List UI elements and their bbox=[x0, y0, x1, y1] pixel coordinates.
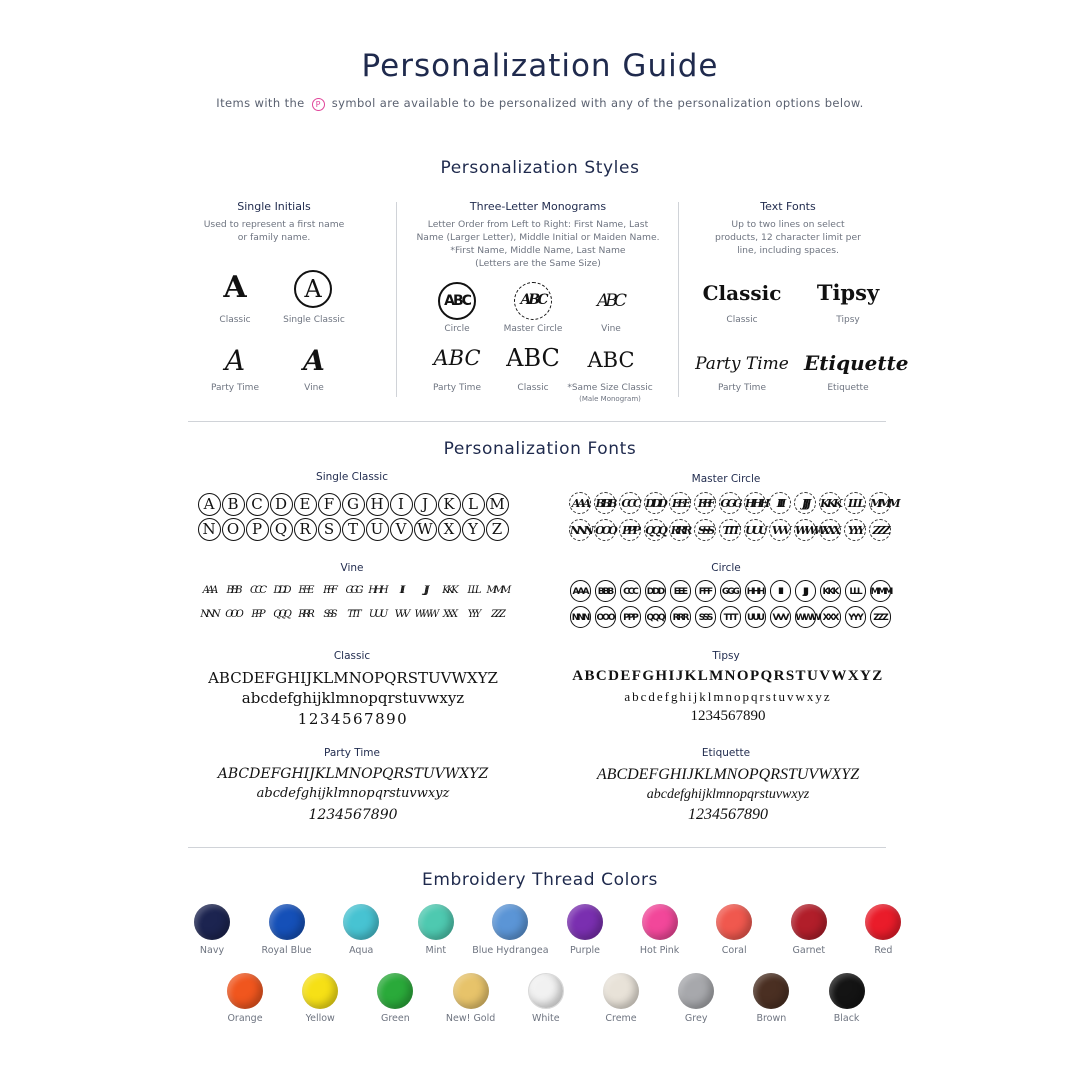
master-circle-letter: EEE bbox=[669, 492, 691, 514]
circle-letter: UUU bbox=[745, 606, 766, 628]
thread-swatch-red bbox=[865, 904, 901, 940]
vine-letter: CCC bbox=[250, 585, 264, 596]
style-caption: Master Circle bbox=[503, 324, 563, 334]
classic-text-glyph: Classic bbox=[702, 281, 782, 305]
thread-label: Royal Blue bbox=[261, 945, 312, 956]
master-circle-letter: OOO bbox=[594, 519, 616, 541]
desc-line: Used to represent a first name bbox=[203, 219, 345, 230]
etiquette-uppercase: ABCDEFGHIJKLMNOPQRSTUVWXYZ bbox=[596, 766, 860, 783]
thread-label: Black bbox=[833, 1013, 860, 1024]
divider-vertical bbox=[396, 202, 397, 397]
classic-lowercase: abcdefghijklmnopqrstuvwxyz bbox=[241, 689, 465, 707]
vine-letter: UUU bbox=[368, 609, 386, 620]
circle-letter: ZZZ bbox=[870, 606, 891, 628]
master-circle-monogram-glyph: ABC bbox=[514, 282, 552, 320]
thread-label: Navy bbox=[199, 945, 225, 956]
vine-monogram-glyph: ABC bbox=[596, 291, 624, 311]
master-circle-letter: LLL bbox=[844, 492, 866, 514]
vine-letter: VVV bbox=[394, 609, 408, 620]
single-classic-letter: B bbox=[222, 493, 245, 516]
single-classic-letter: O bbox=[222, 518, 245, 541]
thread-label: Grey bbox=[684, 1013, 708, 1024]
circle-letter: WWW bbox=[795, 606, 816, 628]
circle-letter: MMM bbox=[870, 580, 891, 602]
circle-letter: III bbox=[770, 580, 791, 602]
single-classic-letter: P bbox=[246, 518, 269, 541]
circle-sample bbox=[560, 580, 900, 628]
party-time-monogram-glyph: ABC bbox=[433, 346, 481, 370]
circle-letter: NNN bbox=[570, 606, 591, 628]
thread-label: White bbox=[531, 1013, 560, 1024]
classic-uppercase: ABCDEFGHIJKLMNOPQRSTUVWXYZ bbox=[208, 669, 498, 687]
thread-label: Mint bbox=[425, 945, 447, 956]
single-classic-letter: D bbox=[270, 493, 293, 516]
tipsy-text-glyph: Tipsy bbox=[816, 280, 880, 305]
thread-label: Yellow bbox=[305, 1013, 335, 1024]
vine-letter: LLL bbox=[467, 585, 479, 596]
master-circle-sample bbox=[560, 492, 900, 541]
desc-line: or family name. bbox=[237, 232, 311, 243]
single-classic-letter: K bbox=[438, 493, 461, 516]
font-name-circle: Circle bbox=[711, 562, 741, 574]
threads-heading: Embroidery Thread Colors bbox=[421, 870, 659, 890]
font-name-tipsy: Tipsy bbox=[712, 650, 740, 662]
single-classic-letter: V bbox=[390, 518, 413, 541]
thread-label: Hot Pink bbox=[639, 945, 680, 956]
single-classic-letter: F bbox=[318, 493, 341, 516]
single-classic-letter: A bbox=[198, 493, 221, 516]
thread-label: Garnet bbox=[792, 945, 826, 956]
desc-line: (Letters are the Same Size) bbox=[475, 258, 601, 269]
single-classic-letter: M bbox=[486, 493, 509, 516]
master-circle-letter: XXX bbox=[819, 519, 841, 541]
thread-swatch-creme bbox=[603, 973, 639, 1009]
circle-letter: BBB bbox=[595, 580, 616, 602]
thread-swatch-white bbox=[528, 973, 564, 1009]
single-classic-letter: W bbox=[414, 518, 437, 541]
circle-letter: JJJ bbox=[795, 580, 816, 602]
circle-letter: PPP bbox=[620, 606, 641, 628]
circle-letter: HHH bbox=[745, 580, 766, 602]
personalize-p-icon: P bbox=[312, 98, 325, 111]
thread-label: Purple bbox=[569, 945, 600, 956]
master-circle-letter: KKK bbox=[819, 492, 841, 514]
circle-letter: OOO bbox=[595, 606, 616, 628]
single-classic-letter: Q bbox=[270, 518, 293, 541]
single-classic-letter: S bbox=[318, 518, 341, 541]
thread-swatch-grey bbox=[678, 973, 714, 1009]
vine-letter: FFF bbox=[323, 585, 335, 596]
thread-label: Blue Hydrangea bbox=[472, 945, 549, 956]
sample-row bbox=[560, 492, 900, 514]
circle-letter: FFF bbox=[695, 580, 716, 602]
master-circle-letter: VVV bbox=[769, 519, 791, 541]
style-caption: Etiquette bbox=[827, 383, 869, 393]
vine-letter: SSS bbox=[323, 609, 335, 620]
vine-letter: WWW bbox=[414, 609, 437, 620]
desc-line: Letter Order from Left to Right: First Name, Last bbox=[427, 219, 649, 230]
section-divider bbox=[188, 421, 886, 422]
single-classic-letter: H bbox=[366, 493, 389, 516]
thread-swatch-yellow bbox=[302, 973, 338, 1009]
single-classic-letter: Y bbox=[462, 518, 485, 541]
single-initials-title: Single Initials bbox=[237, 200, 311, 213]
vine-glyph: A bbox=[303, 344, 325, 377]
sample-row bbox=[186, 581, 520, 601]
desc-line: line, including spaces. bbox=[737, 245, 839, 256]
etiquette-lowercase: abcdefghijklmnopqrstuvwxyz bbox=[646, 787, 810, 802]
master-circle-letter: BBB bbox=[594, 492, 616, 514]
style-caption: Tipsy bbox=[836, 315, 860, 325]
sample-row bbox=[190, 493, 516, 516]
fonts-heading: Personalization Fonts bbox=[443, 439, 637, 459]
classic-monogram-glyph: ABC bbox=[506, 344, 560, 372]
classic-digits: 1234567890 bbox=[297, 710, 409, 728]
circle-letter: CCC bbox=[620, 580, 641, 602]
thread-label: Red bbox=[874, 945, 893, 956]
vine-letter: RRR bbox=[298, 609, 312, 620]
master-circle-letter: AAA bbox=[569, 492, 591, 514]
vine-letter: JJJ bbox=[423, 585, 427, 596]
vine-letter: OOO bbox=[225, 609, 241, 620]
tipsy-lowercase: abcdefghijklmnopqrstuvwxyz bbox=[624, 689, 832, 704]
thread-swatch-hot-pink bbox=[642, 904, 678, 940]
subtitle-before: Items with the bbox=[216, 96, 305, 110]
styles-heading: Personalization Styles bbox=[440, 158, 640, 178]
master-circle-letter: CCC bbox=[619, 492, 641, 514]
circle-letter: KKK bbox=[820, 580, 841, 602]
single-classic-letter: G bbox=[342, 493, 365, 516]
vine-letter: ZZZ bbox=[491, 609, 503, 620]
party-time-text-glyph: Party Time bbox=[695, 354, 789, 374]
vine-letter: KKK bbox=[442, 585, 456, 596]
thread-swatch-royal-blue bbox=[269, 904, 305, 940]
vine-letter: III bbox=[399, 585, 403, 596]
thread-swatch-coral bbox=[716, 904, 752, 940]
circle-letter: LLL bbox=[845, 580, 866, 602]
page-title: Personalization Guide bbox=[361, 48, 719, 84]
circle-monogram-glyph: ABC bbox=[438, 282, 476, 320]
single-classic-glyph: A bbox=[223, 270, 247, 305]
circle-letter: TTT bbox=[720, 606, 741, 628]
text-fonts-desc bbox=[700, 218, 876, 257]
master-circle-letter: DDD bbox=[644, 492, 666, 514]
thread-swatch-mint bbox=[418, 904, 454, 940]
single-classic-letter: T bbox=[342, 518, 365, 541]
single-classic-letter: L bbox=[462, 493, 485, 516]
single-classic-letter: Z bbox=[486, 518, 509, 541]
style-caption: Classic bbox=[726, 315, 758, 325]
master-circle-letter: PPP bbox=[619, 519, 641, 541]
master-circle-letter: NNN bbox=[569, 519, 591, 541]
single-initials-desc bbox=[194, 218, 354, 244]
vine-sample bbox=[186, 581, 520, 625]
font-name-party-time: Party Time bbox=[324, 747, 380, 759]
single-classic-letter: I bbox=[390, 493, 413, 516]
tipsy-digits: 1234567890 bbox=[690, 708, 766, 724]
sample-row bbox=[186, 605, 520, 625]
party-time-lowercase: abcdefghijklmnopqrstuvwxyz bbox=[256, 786, 450, 801]
circle-letter: XXX bbox=[820, 606, 841, 628]
style-caption: Single Classic bbox=[283, 315, 345, 325]
style-caption: Classic bbox=[219, 315, 251, 325]
circle-letter: RRR bbox=[670, 606, 691, 628]
thread-swatch-blue-hydrangea bbox=[492, 904, 528, 940]
single-classic-letter: J bbox=[414, 493, 437, 516]
vine-letter: EEE bbox=[298, 585, 312, 596]
thread-label: Green bbox=[381, 1013, 410, 1024]
style-caption: Vine bbox=[304, 383, 324, 393]
thread-swatch-purple bbox=[567, 904, 603, 940]
text-fonts-title: Text Fonts bbox=[760, 200, 816, 213]
thread-label: Coral bbox=[721, 945, 747, 956]
etiquette-digits: 1234567890 bbox=[688, 806, 768, 823]
master-circle-letter: JJJ bbox=[794, 492, 816, 514]
vine-letter: HHH bbox=[368, 585, 386, 596]
master-circle-letter: YYY bbox=[844, 519, 866, 541]
thread-label: Aqua bbox=[349, 945, 374, 956]
font-name-vine: Vine bbox=[340, 562, 364, 574]
style-subcaption: (Male Monogram) bbox=[579, 395, 641, 403]
single-classic-letter: U bbox=[366, 518, 389, 541]
master-circle-letter: III bbox=[769, 492, 791, 514]
circle-letter: DDD bbox=[645, 580, 666, 602]
font-name-etiquette: Etiquette bbox=[701, 747, 751, 759]
font-name-classic: Classic bbox=[333, 650, 371, 662]
vine-letter: TTT bbox=[347, 609, 359, 620]
vine-letter: QQQ bbox=[273, 609, 289, 620]
thread-swatch-green bbox=[377, 973, 413, 1009]
style-caption: Vine bbox=[601, 324, 621, 334]
style-caption: Party Time bbox=[211, 383, 259, 393]
master-circle-letter: UUU bbox=[744, 519, 766, 541]
party-time-glyph: A bbox=[224, 344, 246, 377]
party-time-digits: 1234567890 bbox=[308, 807, 398, 823]
section-divider bbox=[188, 847, 886, 848]
single-classic-circle-glyph: A bbox=[294, 270, 332, 308]
sample-row bbox=[560, 580, 900, 602]
thread-swatch-navy bbox=[194, 904, 230, 940]
master-circle-letter: FFF bbox=[694, 492, 716, 514]
divider-vertical bbox=[678, 202, 679, 397]
sample-row bbox=[560, 519, 900, 541]
single-classic-letter: R bbox=[294, 518, 317, 541]
thread-label: Brown bbox=[756, 1013, 787, 1024]
master-circle-letter: ZZZ bbox=[869, 519, 891, 541]
circle-letter: SSS bbox=[695, 606, 716, 628]
desc-line: *First Name, Middle Name, Last Name bbox=[450, 245, 626, 256]
circle-letter: YYY bbox=[845, 606, 866, 628]
three-letter-title: Three-Letter Monograms bbox=[469, 200, 607, 213]
style-caption: Classic bbox=[517, 383, 549, 393]
master-circle-letter: WWW bbox=[794, 519, 816, 541]
vine-letter: GGG bbox=[345, 585, 361, 596]
thread-label: Orange bbox=[227, 1013, 263, 1024]
vine-letter: NNN bbox=[200, 609, 218, 620]
single-classic-letter: N bbox=[198, 518, 221, 541]
style-caption: *Same Size Classic bbox=[567, 383, 653, 393]
thread-swatch-new-gold bbox=[453, 973, 489, 1009]
master-circle-letter: SSS bbox=[694, 519, 716, 541]
style-caption: Party Time bbox=[718, 383, 766, 393]
circle-letter: GGG bbox=[720, 580, 741, 602]
font-name-master-circle: Master Circle bbox=[691, 473, 761, 485]
style-caption: Party Time bbox=[433, 383, 481, 393]
font-name-single-classic: Single Classic bbox=[316, 471, 388, 483]
master-circle-letter: RRR bbox=[669, 519, 691, 541]
thread-swatch-brown bbox=[753, 973, 789, 1009]
vine-letter: MMM bbox=[486, 585, 509, 596]
three-letter-desc bbox=[405, 218, 671, 270]
circle-letter: AAA bbox=[570, 580, 591, 602]
same-size-classic-glyph: ABC bbox=[587, 348, 635, 372]
single-classic-letter: X bbox=[438, 518, 461, 541]
thread-swatch-aqua bbox=[343, 904, 379, 940]
single-classic-sample bbox=[190, 493, 516, 541]
party-time-uppercase: ABCDEFGHIJKLMNOPQRSTUVWXYZ bbox=[217, 766, 489, 782]
vine-letter: DDD bbox=[273, 585, 289, 596]
vine-letter: AAA bbox=[202, 585, 216, 596]
style-caption: Circle bbox=[444, 324, 470, 334]
page-subtitle bbox=[0, 96, 1080, 111]
vine-letter: XXX bbox=[442, 609, 456, 620]
thread-swatch-garnet bbox=[791, 904, 827, 940]
master-circle-letter: TTT bbox=[719, 519, 741, 541]
circle-letter: QQQ bbox=[645, 606, 666, 628]
etiquette-text-glyph: Etiquette bbox=[804, 351, 909, 375]
master-circle-letter: GGG bbox=[719, 492, 741, 514]
desc-line: products, 12 character limit per bbox=[715, 232, 861, 243]
single-classic-letter: C bbox=[246, 493, 269, 516]
vine-letter: YYY bbox=[467, 609, 479, 620]
master-circle-letter: MMM bbox=[869, 492, 891, 514]
vine-letter: BBB bbox=[226, 585, 240, 596]
single-classic-letter: E bbox=[294, 493, 317, 516]
thread-swatch-black bbox=[829, 973, 865, 1009]
thread-swatch-orange bbox=[227, 973, 263, 1009]
circle-letter: EEE bbox=[670, 580, 691, 602]
thread-label: Creme bbox=[605, 1013, 637, 1024]
master-circle-letter: QQQ bbox=[644, 519, 666, 541]
thread-label: New! Gold bbox=[445, 1013, 496, 1024]
vine-letter: PPP bbox=[251, 609, 263, 620]
sample-row bbox=[560, 606, 900, 628]
desc-line: Up to two lines on select bbox=[731, 219, 845, 230]
circle-letter: VVV bbox=[770, 606, 791, 628]
tipsy-uppercase: ABCDEFGHIJKLMNOPQRSTUVWXYZ bbox=[572, 668, 884, 684]
sample-row bbox=[190, 518, 516, 541]
subtitle-after: symbol are available to be personalized with any of the personalization options below. bbox=[331, 96, 864, 110]
master-circle-letter: HHH bbox=[744, 492, 766, 514]
desc-line: Name (Larger Letter), Middle Initial or Maiden Name. bbox=[416, 232, 660, 243]
